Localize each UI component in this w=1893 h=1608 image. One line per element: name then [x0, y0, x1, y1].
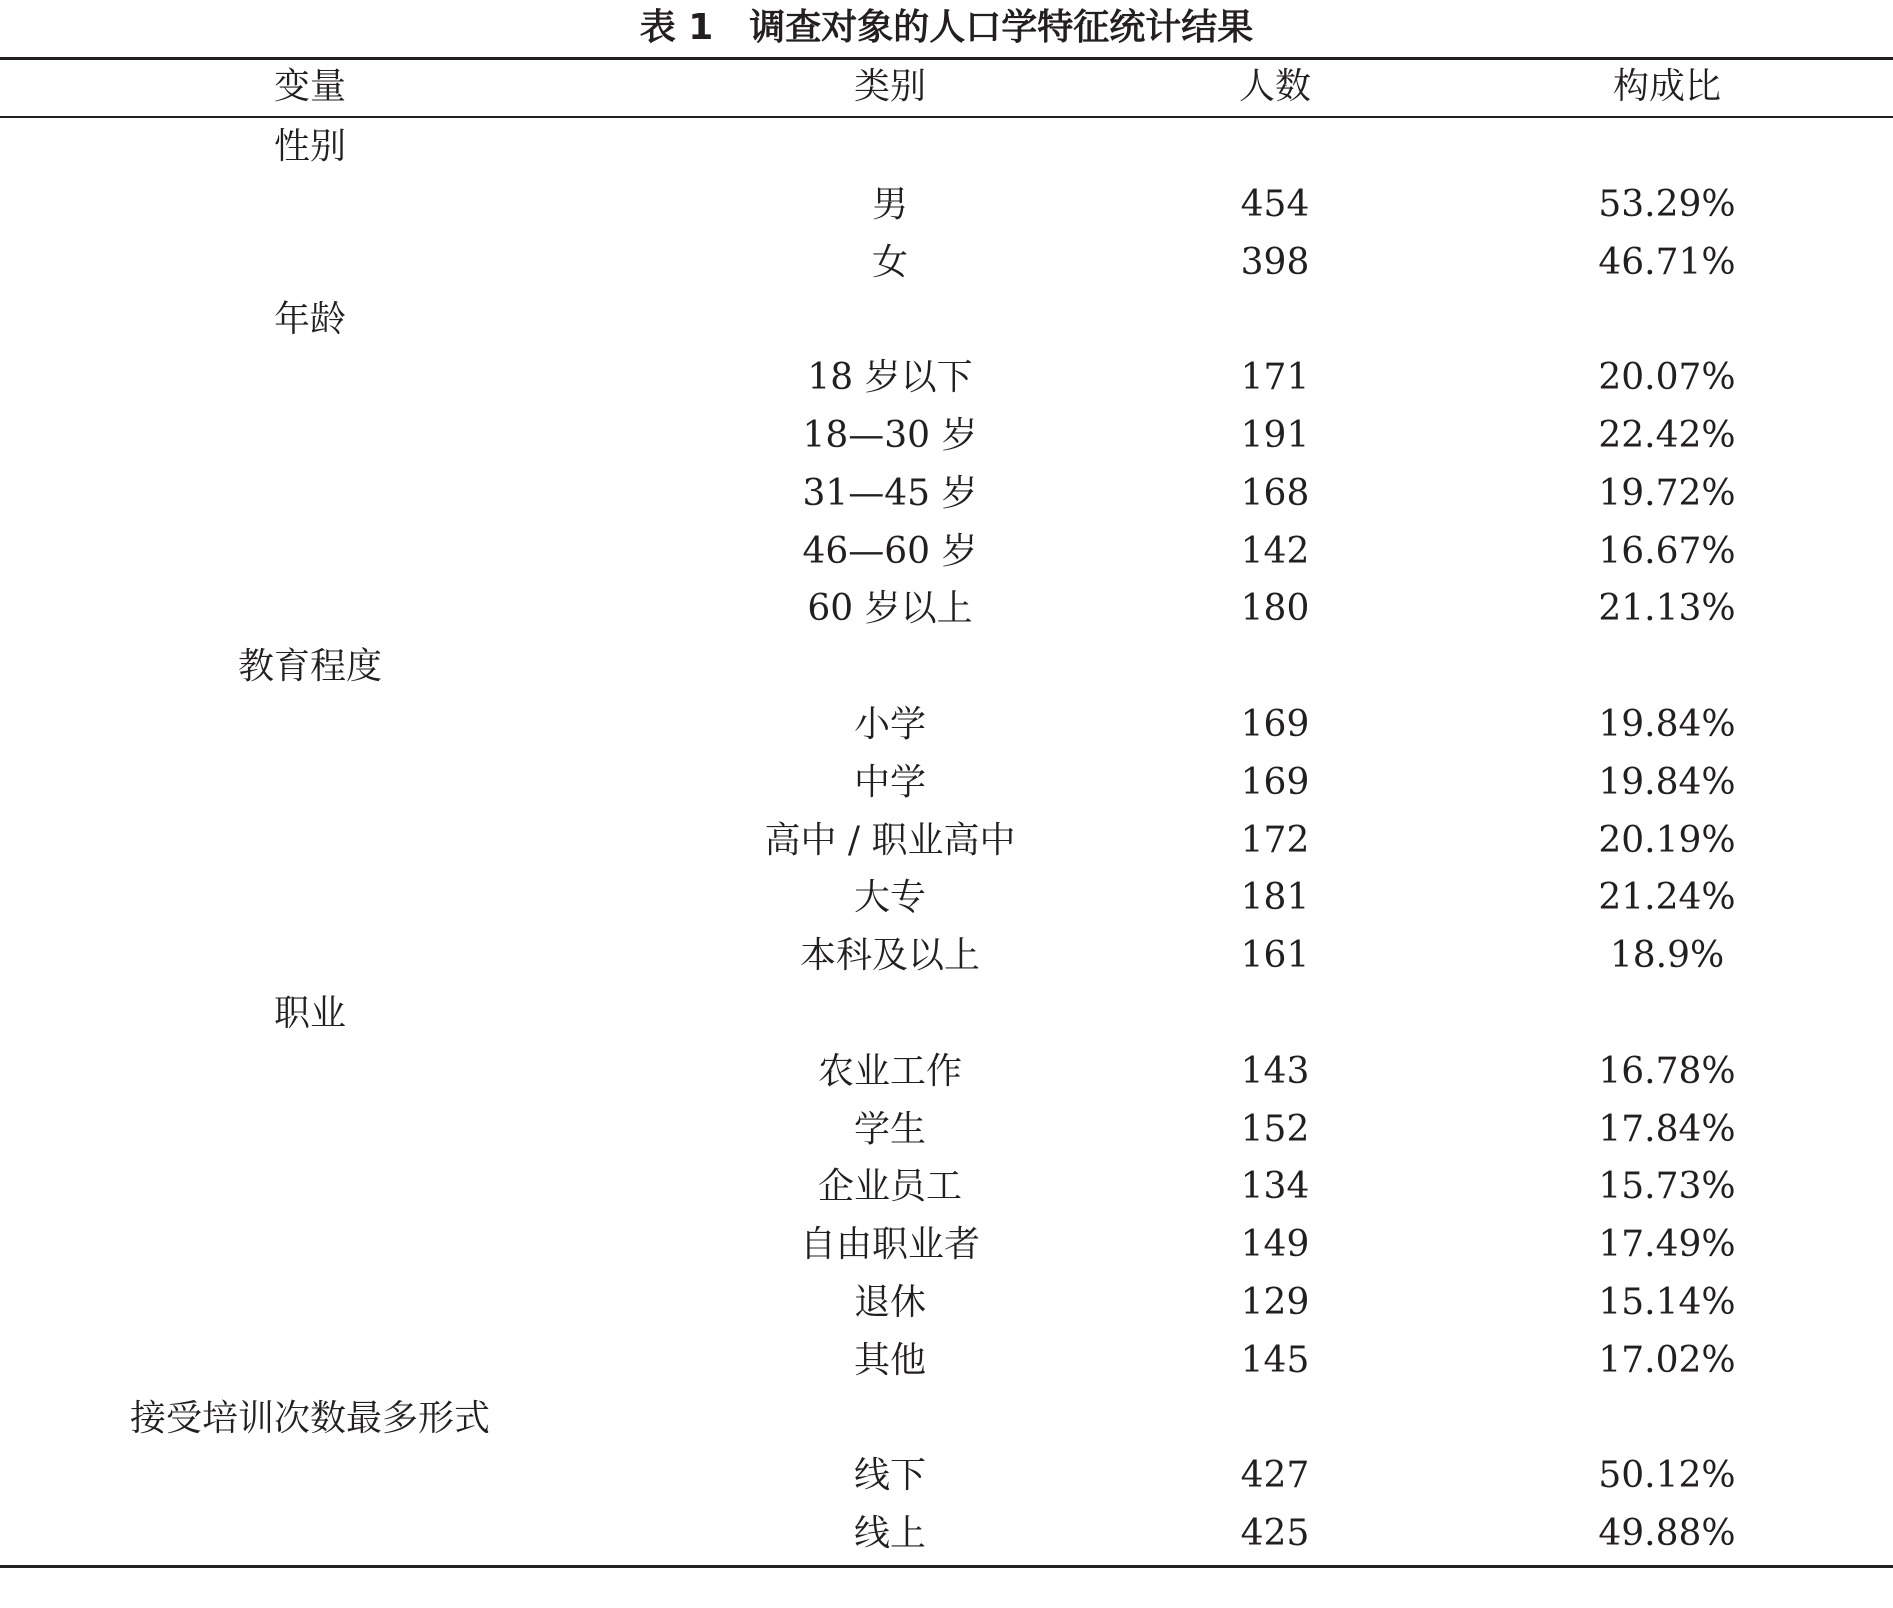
- ratio-cell: 15.73%: [1598, 1166, 1736, 1208]
- header-count: 人数: [1238, 66, 1311, 107]
- category-cell: 46—60 岁: [802, 530, 978, 572]
- group-row: [0, 985, 1893, 1043]
- count-cell: 425: [1240, 1513, 1310, 1555]
- variable-label: 职业: [273, 993, 346, 1034]
- category-cell: 学生: [853, 1108, 926, 1150]
- group-row: [0, 638, 1893, 696]
- table-row: [0, 234, 1893, 292]
- category-cell: 自由职业者: [799, 1224, 980, 1266]
- count-cell: 171: [1240, 357, 1310, 399]
- table-row: [0, 1505, 1893, 1563]
- ratio-cell: 19.84%: [1598, 704, 1736, 745]
- ratio-cell: 20.07%: [1598, 357, 1736, 399]
- table-row: [0, 1101, 1893, 1159]
- count-cell: 168: [1240, 472, 1310, 514]
- table-row: [0, 696, 1893, 754]
- ratio-cell: 22.42%: [1598, 415, 1736, 456]
- table-row: [0, 812, 1893, 870]
- category-cell: 男: [871, 183, 908, 225]
- ratio-cell: 49.88%: [1598, 1513, 1736, 1555]
- category-cell: 小学: [853, 704, 926, 745]
- table-title: 表 1 调查对象的人口学特征统计结果: [639, 7, 1254, 48]
- table-row: [0, 1043, 1893, 1101]
- ratio-cell: 18.9%: [1609, 935, 1725, 977]
- ratio-cell: 21.24%: [1598, 877, 1736, 919]
- table-row: [0, 754, 1893, 812]
- category-cell: 18 岁以下: [807, 357, 973, 399]
- table-row: [0, 349, 1893, 407]
- count-cell: 454: [1240, 183, 1310, 225]
- count-cell: 169: [1240, 761, 1310, 803]
- count-cell: 191: [1240, 415, 1310, 456]
- table-row: [0, 1274, 1893, 1332]
- category-cell: 退休: [853, 1282, 926, 1323]
- group-row: [0, 1390, 1893, 1448]
- ratio-cell: 46.71%: [1598, 241, 1736, 283]
- variable-label: 教育程度: [237, 646, 382, 688]
- ratio-cell: 20.19%: [1598, 819, 1736, 861]
- category-cell: 线下: [853, 1455, 926, 1497]
- category-cell: 女: [871, 241, 908, 283]
- header-category: 类别: [853, 66, 926, 107]
- group-row: [0, 291, 1893, 349]
- ratio-cell: 21.13%: [1598, 588, 1736, 630]
- ratio-cell: 15.14%: [1598, 1282, 1736, 1323]
- count-cell: 143: [1240, 1050, 1310, 1092]
- category-cell: 18—30 岁: [802, 415, 978, 456]
- count-cell: 152: [1240, 1108, 1310, 1150]
- table-row: [0, 580, 1893, 638]
- ratio-cell: 17.49%: [1598, 1224, 1736, 1266]
- count-cell: 181: [1240, 877, 1310, 919]
- category-cell: 农业工作: [817, 1050, 962, 1092]
- table-row: [0, 869, 1893, 927]
- ratio-cell: 19.84%: [1598, 761, 1736, 803]
- table-row: [0, 1158, 1893, 1216]
- count-cell: 142: [1240, 530, 1310, 572]
- category-cell: 31—45 岁: [802, 472, 978, 514]
- count-cell: 161: [1240, 935, 1310, 977]
- table-row: [0, 407, 1893, 465]
- count-cell: 149: [1240, 1224, 1310, 1266]
- ratio-cell: 19.72%: [1598, 472, 1736, 514]
- table-row: [0, 465, 1893, 523]
- category-cell: 线上: [853, 1513, 926, 1555]
- count-cell: 134: [1240, 1166, 1310, 1208]
- count-cell: 145: [1240, 1339, 1310, 1381]
- count-cell: 169: [1240, 704, 1310, 745]
- variable-label: 年龄: [273, 299, 346, 341]
- variable-label: 性别: [273, 126, 346, 167]
- count-cell: 427: [1240, 1455, 1310, 1497]
- count-cell: 180: [1240, 588, 1310, 630]
- ratio-cell: 16.78%: [1598, 1050, 1736, 1092]
- table-row: [0, 523, 1893, 581]
- header-variable: 变量: [273, 66, 346, 107]
- count-cell: 398: [1240, 241, 1310, 283]
- count-cell: 172: [1240, 819, 1310, 861]
- header-ratio: 构成比: [1612, 66, 1721, 107]
- table-row: [0, 1447, 1893, 1505]
- bottom-rule: [0, 1565, 1893, 1568]
- ratio-cell: 17.02%: [1598, 1339, 1736, 1381]
- category-cell: 本科及以上: [799, 935, 980, 977]
- count-cell: 129: [1240, 1282, 1310, 1323]
- table-row: [0, 1216, 1893, 1274]
- category-cell: 企业员工: [817, 1166, 962, 1208]
- variable-label: 接受培训次数最多形式: [129, 1397, 490, 1439]
- ratio-cell: 17.84%: [1598, 1108, 1736, 1150]
- header-row: [0, 58, 1893, 116]
- category-cell: 中学: [853, 761, 926, 803]
- ratio-cell: 53.29%: [1598, 183, 1736, 225]
- group-row: [0, 118, 1893, 176]
- ratio-cell: 16.67%: [1598, 530, 1736, 572]
- table-row: [0, 176, 1893, 234]
- category-cell: 其他: [853, 1339, 926, 1381]
- category-cell: 高中 / 职业高中: [764, 819, 1016, 861]
- table-row: [0, 1332, 1893, 1390]
- ratio-cell: 50.12%: [1598, 1455, 1736, 1497]
- category-cell: 60 岁以上: [807, 588, 973, 630]
- category-cell: 大专: [853, 877, 926, 919]
- table-row: [0, 927, 1893, 985]
